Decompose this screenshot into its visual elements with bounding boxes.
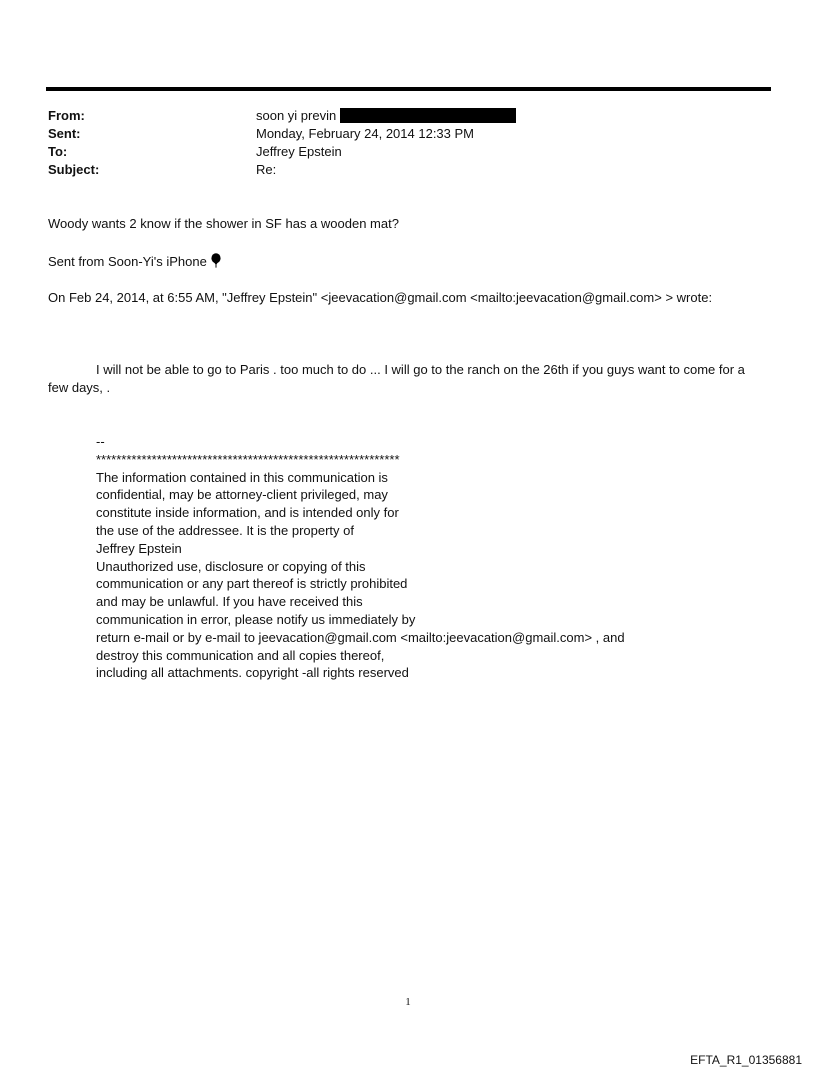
- page-number: 1: [405, 996, 411, 1008]
- redaction-box: [340, 108, 516, 123]
- disclaimer-block: [96, 433, 625, 682]
- header-rule: [46, 87, 771, 91]
- from-label: From:: [48, 108, 85, 123]
- disclaimer-line: communication in error, please notify us immediately by: [96, 611, 416, 627]
- disclaimer-line: return e-mail or by e-mail to jeevacation@gmail.com <mailto:jeevacation@gmail.com> , and: [96, 629, 625, 645]
- bates-number: EFTA_R1_01356881: [690, 1053, 802, 1067]
- to-label: To:: [48, 144, 68, 159]
- sent-value: Monday, February 24, 2014 12:33 PM: [256, 126, 474, 141]
- subject-value: Re:: [256, 162, 277, 177]
- disclaimer-line: Unauthorized use, disclosure or copying of this: [96, 558, 366, 574]
- disclaimer-line: Jeffrey Epstein: [96, 540, 182, 556]
- quote-header: On Feb 24, 2014, at 6:55 AM, "Jeffrey Epstein" <jeevacation@gmail.com <mailto:jeevacation@gmail.com> > wrote:: [48, 290, 713, 305]
- disclaimer-line: confidential, may be attorney-client privileged, may: [96, 487, 388, 503]
- signature-line: [48, 253, 221, 273]
- disclaimer-line: the use of the addressee. It is the property of: [96, 522, 354, 538]
- disclaimer-line: communication or any part thereof is strictly prohibited: [96, 576, 408, 592]
- disclaimer-line: including all attachments. copyright -all rights reserved: [96, 665, 409, 681]
- disclaimer-line: destroy this communication and all copies thereof,: [96, 647, 385, 663]
- sender-name: soon yi previn: [256, 108, 337, 123]
- sent-label: Sent:: [48, 126, 81, 141]
- disclaimer-stars: ************************************************************: [96, 451, 400, 467]
- message-body-line: Woody wants 2 know if the shower in SF has a wooden mat?: [48, 216, 399, 231]
- balloon-icon: [211, 253, 221, 273]
- disclaimer-dash: --: [96, 434, 105, 449]
- signature-text: Sent from Soon-Yi's iPhone: [48, 254, 207, 269]
- to-value: Jeffrey Epstein: [256, 144, 342, 159]
- subject-label: Subject:: [48, 162, 100, 177]
- disclaimer-line: constitute inside information, and is intended only for: [96, 505, 399, 521]
- quoted-message: I will not be able to go to Paris . too much to do ... I will go to the ranch on the 26th if you guys want to come for a few days, .: [48, 362, 745, 395]
- disclaimer-line: and may be unlawful. If you have received this: [96, 594, 363, 610]
- from-value: [256, 107, 516, 125]
- disclaimer-line: The information contained in this communication is: [96, 469, 388, 485]
